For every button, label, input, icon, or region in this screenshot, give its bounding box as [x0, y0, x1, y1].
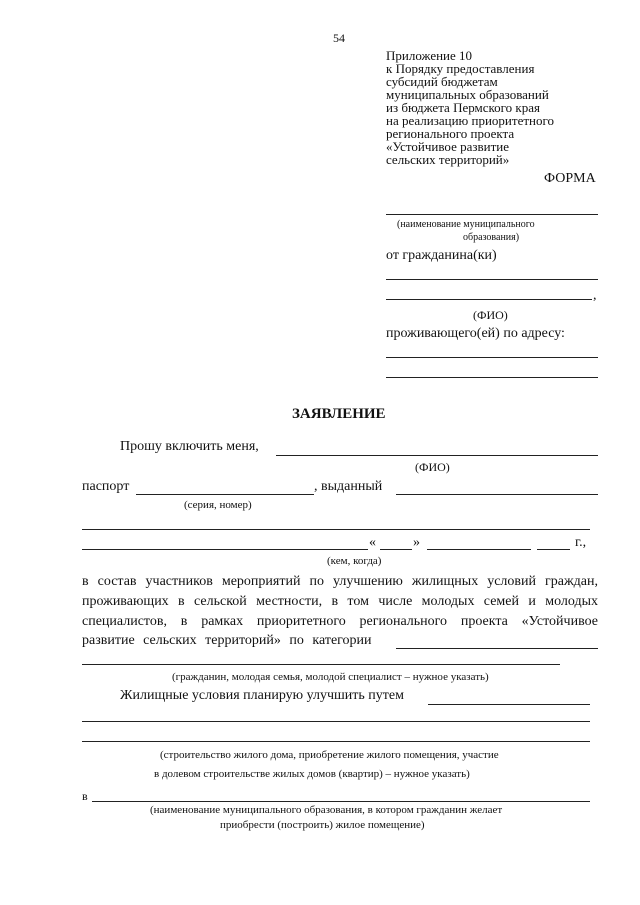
municipality-caption: образования) — [463, 232, 520, 243]
paragraph-line: развитие сельских территорий» по категории — [82, 633, 372, 648]
quote-open: « — [369, 535, 376, 550]
passport-number-line[interactable] — [136, 494, 314, 495]
issuer-line[interactable] — [82, 529, 590, 530]
improvement-method-line[interactable] — [82, 741, 590, 742]
issue-day-line[interactable] — [380, 549, 412, 550]
improvement-method-line[interactable] — [82, 721, 590, 722]
paragraph-line: в состав участников мероприятий по улучшению жилищных условий граждан, — [82, 574, 598, 589]
applicant-name-line[interactable] — [276, 455, 598, 456]
citizen-name-line[interactable] — [386, 299, 592, 300]
appendix-line: из бюджета Пермского края — [386, 100, 541, 115]
document-title: ЗАЯВЛЕНИЕ — [292, 406, 386, 422]
passport-label: паспорт — [82, 479, 130, 494]
series-caption: (серия, номер) — [184, 499, 252, 511]
issued-by-line[interactable] — [396, 494, 598, 495]
fio-caption: (ФИО) — [415, 460, 450, 474]
paragraph-line: специалистов, в рамках приоритетного регионального проекта «Устойчивое — [82, 614, 598, 629]
appendix-line: сельских территорий» — [386, 152, 510, 167]
issuer-line[interactable] — [82, 549, 368, 550]
municipality-place-line[interactable] — [92, 801, 590, 802]
appendix-line: Приложение 10 — [386, 48, 473, 63]
address-line[interactable] — [386, 357, 598, 358]
comma: , — [593, 288, 597, 303]
appendix-line: регионального проекта — [386, 126, 515, 141]
request-label: Прошу включить меня, — [120, 439, 259, 454]
appendix-line: на реализацию приоритетного — [386, 113, 554, 128]
residing-label: проживающего(ей) по адресу: — [386, 326, 565, 341]
appendix-line: «Устойчивое развитие — [386, 139, 510, 154]
appendix-line: муниципальных образований — [386, 87, 549, 102]
citizen-name-line[interactable] — [386, 279, 598, 280]
in-label: в — [82, 789, 88, 803]
address-line[interactable] — [386, 377, 598, 378]
category-line[interactable] — [82, 664, 560, 665]
issue-year-line[interactable] — [537, 549, 570, 550]
municipality-field-line[interactable] — [386, 214, 598, 215]
housing-label: Жилищные условия планирую улучшить путем — [120, 688, 404, 703]
from-citizen-label: от гражданина(ки) — [386, 248, 497, 263]
method-caption: (строительство жилого дома, приобретение жилого помещения, участие — [160, 749, 499, 761]
issue-month-line[interactable] — [427, 549, 531, 550]
category-caption: (гражданин, молодая семья, молодой специалист – нужное указать) — [172, 671, 489, 683]
paragraph-line: проживающих в сельской местности, в том числе молодых семей и молодых — [82, 594, 598, 609]
method-caption: в долевом строительстве жилых домов (квартир) – нужное указать) — [154, 768, 470, 780]
category-line[interactable] — [396, 648, 598, 649]
fio-caption: (ФИО) — [473, 308, 508, 322]
forma-label: ФОРМА — [544, 171, 596, 186]
improvement-method-line[interactable] — [428, 704, 590, 705]
issuer-caption: (кем, когда) — [327, 555, 382, 567]
municipality-caption: (наименование муниципального — [397, 219, 535, 230]
appendix-line: к Порядку предоставления — [386, 61, 535, 76]
issued-label: , выданный — [314, 479, 383, 494]
quote-close: » — [413, 535, 420, 550]
appendix-line: субсидий бюджетам — [386, 74, 498, 89]
place-caption: приобрести (построить) жилое помещение) — [220, 819, 425, 831]
page-number: 54 — [333, 31, 345, 45]
place-caption: (наименование муниципального образования, в котором гражданин желает — [150, 804, 503, 816]
year-label: г., — [575, 535, 587, 550]
